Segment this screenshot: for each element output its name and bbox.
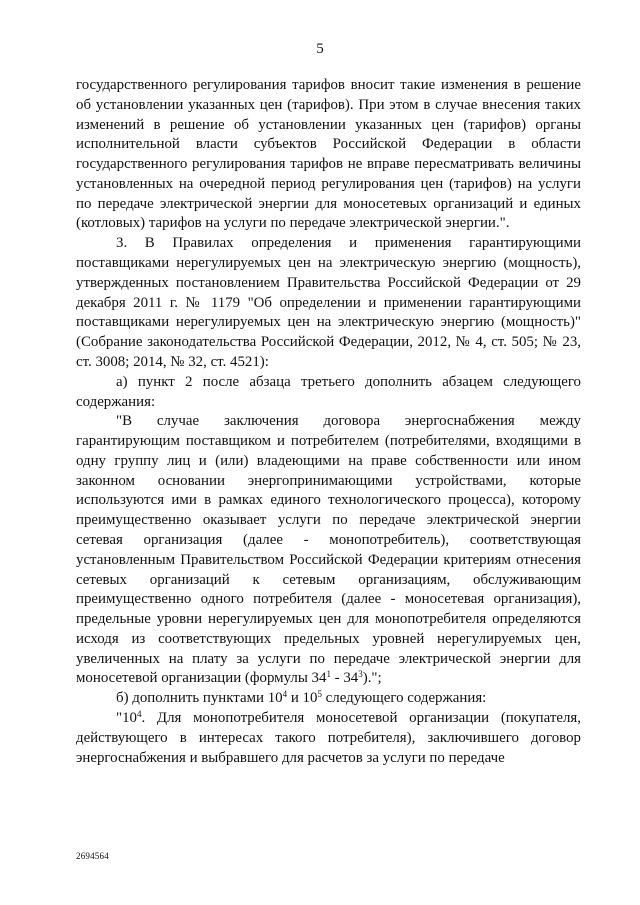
point-number: "10 [116, 710, 137, 726]
formula-superscript-end: 3 [358, 669, 363, 680]
point-superscript-5: 5 [317, 689, 322, 700]
formula-superscript-start: 1 [326, 669, 331, 680]
subitem-b-closing: следующего содержания: [321, 690, 487, 707]
quoted-amendment-text: "В случае заключения договора энергоснабжения между гарантирующим поставщиком и потребителем (потребителями, входящими в одну группу лиц и (или) владеющими на праве собственности или ином законном основании энергопринимающими устройствами, которые используются ими в рамках единого технологического процесса), которому преимущественно оказывает услуги по передаче электрической энергии сетевая организация (далее - монопотребитель), соответствующая установленным Правительством Российской Федерации критериям отнесения сетевых организаций к сетевым организациям, обслуживающим преимущественно одного потребителя (далее - моносетевая организация), предельные уровни нерегулируемых цен для монопотребителя определяются исходя из соответствующих предельных уровней нерегулируемых цен, увеличенных на плату за услуги по передаче электрической энергии для моносетевой организации (формулы 34 [76, 413, 581, 687]
point-10-4-text: . Для монопотребителя моносетевой организации (покупателя, действующего в интересах такого потребителя), заключившего договор энергоснабжения и выбравшего для расчетов за услуги по передаче [76, 710, 581, 766]
paragraph-item-3: 3. В Правилах определения и применения гарантирующими поставщиками нерегулируемых цен на электрическую энергию (мощность), утвержденных постановлением Правительства Российской Федерации от 29 декабря 2011 г. № 1179 "Об определении и применении гарантирующими поставщиками нерегулируемых цен на электрическую энергию (мощность)" (Собрание законодательства Российской Федерации, 2012, № 4, ст. 505; № 23, ст. 3008; 2014, № 32, ст. 4521): [76, 235, 581, 370]
paragraph-subitem-b [76, 689, 581, 709]
document-id: 2694564 [76, 851, 109, 861]
paragraph-point-10-4 [76, 709, 581, 768]
page-number: 5 [316, 41, 324, 57]
subitem-b-conjunction: и 10 [287, 690, 318, 707]
paragraph-quoted-amendment [76, 412, 581, 689]
formula-range-separator: - 34 [330, 670, 359, 687]
point-superscript-4: 4 [282, 689, 288, 700]
document-body [76, 76, 581, 768]
paragraph-subitem-a: а) пункт 2 после абзаца третьего дополнить абзацем следующего содержания: [76, 373, 581, 410]
paragraph-continuation: государственного регулирования тарифов вносит такие изменения в решение об установлении указанных цен (тарифов). При этом в случае внесения таких изменений в решение об установлении указанных цен (тарифов) органы исполнительной власти субъектов Российской Федерации в области государственного регулирования тарифов не вправе пересматривать величины установленных на очередной период регулирования цен (тарифов) на услуги по передаче электрической энергии для моносетевых организаций и единых (котловых) тарифов на услуги по передаче электрической энергии.". [76, 77, 581, 232]
subitem-b-text: б) дополнить пунктами 10 [116, 690, 283, 707]
point-number-superscript: 4 [136, 709, 142, 720]
quoted-amendment-closing: )."; [362, 670, 382, 687]
